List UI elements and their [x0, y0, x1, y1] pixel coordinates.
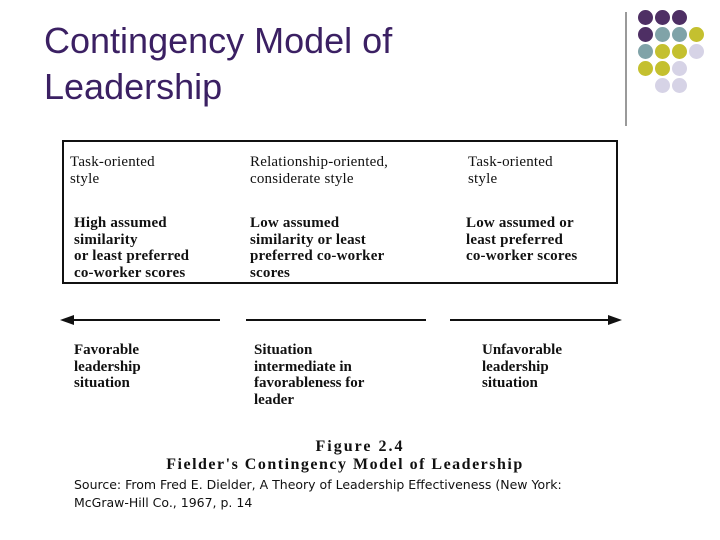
decorative-dot-grid	[638, 10, 718, 120]
decor-dot	[672, 27, 687, 42]
figure-source: Source: From Fred E. Dielder, A Theory of Leadership Effectiveness (New York: McGraw-Hill Co., 1967, p. 14	[74, 477, 562, 510]
figure-number: Figure 2.4	[315, 438, 405, 455]
slide-title: Contingency Model of Leadership	[44, 20, 393, 107]
cell-style-intermediate: Relationship-oriented, considerate style	[250, 154, 389, 187]
figure-caption: Fielder's Contingency Model of Leadership	[166, 456, 524, 473]
left-arrowhead	[60, 315, 74, 325]
decor-dot	[672, 78, 687, 93]
decor-dot	[655, 78, 670, 93]
right-arrowhead	[608, 315, 622, 325]
decor-dot	[672, 10, 687, 25]
decor-dot	[655, 10, 670, 25]
decor-dot	[689, 44, 704, 59]
situation-unfavorable: Unfavorable leadership situation	[482, 342, 562, 391]
decor-dot	[638, 10, 653, 25]
decor-dot	[638, 61, 653, 76]
title-divider	[625, 12, 627, 126]
cell-score-unfavorable: Low assumed or least preferred co-worker scores	[466, 215, 578, 264]
decor-dot	[655, 44, 670, 59]
cell-score-favorable: High assumed similarity or least preferred co-worker scores	[74, 215, 190, 281]
decor-dot	[655, 61, 670, 76]
favorableness-continuum	[58, 308, 624, 332]
decor-dot	[672, 44, 687, 59]
decor-dot	[655, 27, 670, 42]
decor-dot	[638, 44, 653, 59]
decor-dot	[638, 27, 653, 42]
situation-favorable: Favorable leadership situation	[74, 342, 141, 391]
cell-style-unfavorable: Task-oriented style	[468, 154, 553, 187]
figure-box	[62, 140, 618, 284]
cell-score-intermediate: Low assumed similarity or least preferred co-worker scores	[250, 215, 385, 281]
cell-style-favorable: Task-oriented style	[70, 154, 155, 187]
decor-dot	[689, 27, 704, 42]
situation-intermediate: Situation intermediate in favorableness for leader	[254, 342, 365, 408]
decor-dot	[672, 61, 687, 76]
